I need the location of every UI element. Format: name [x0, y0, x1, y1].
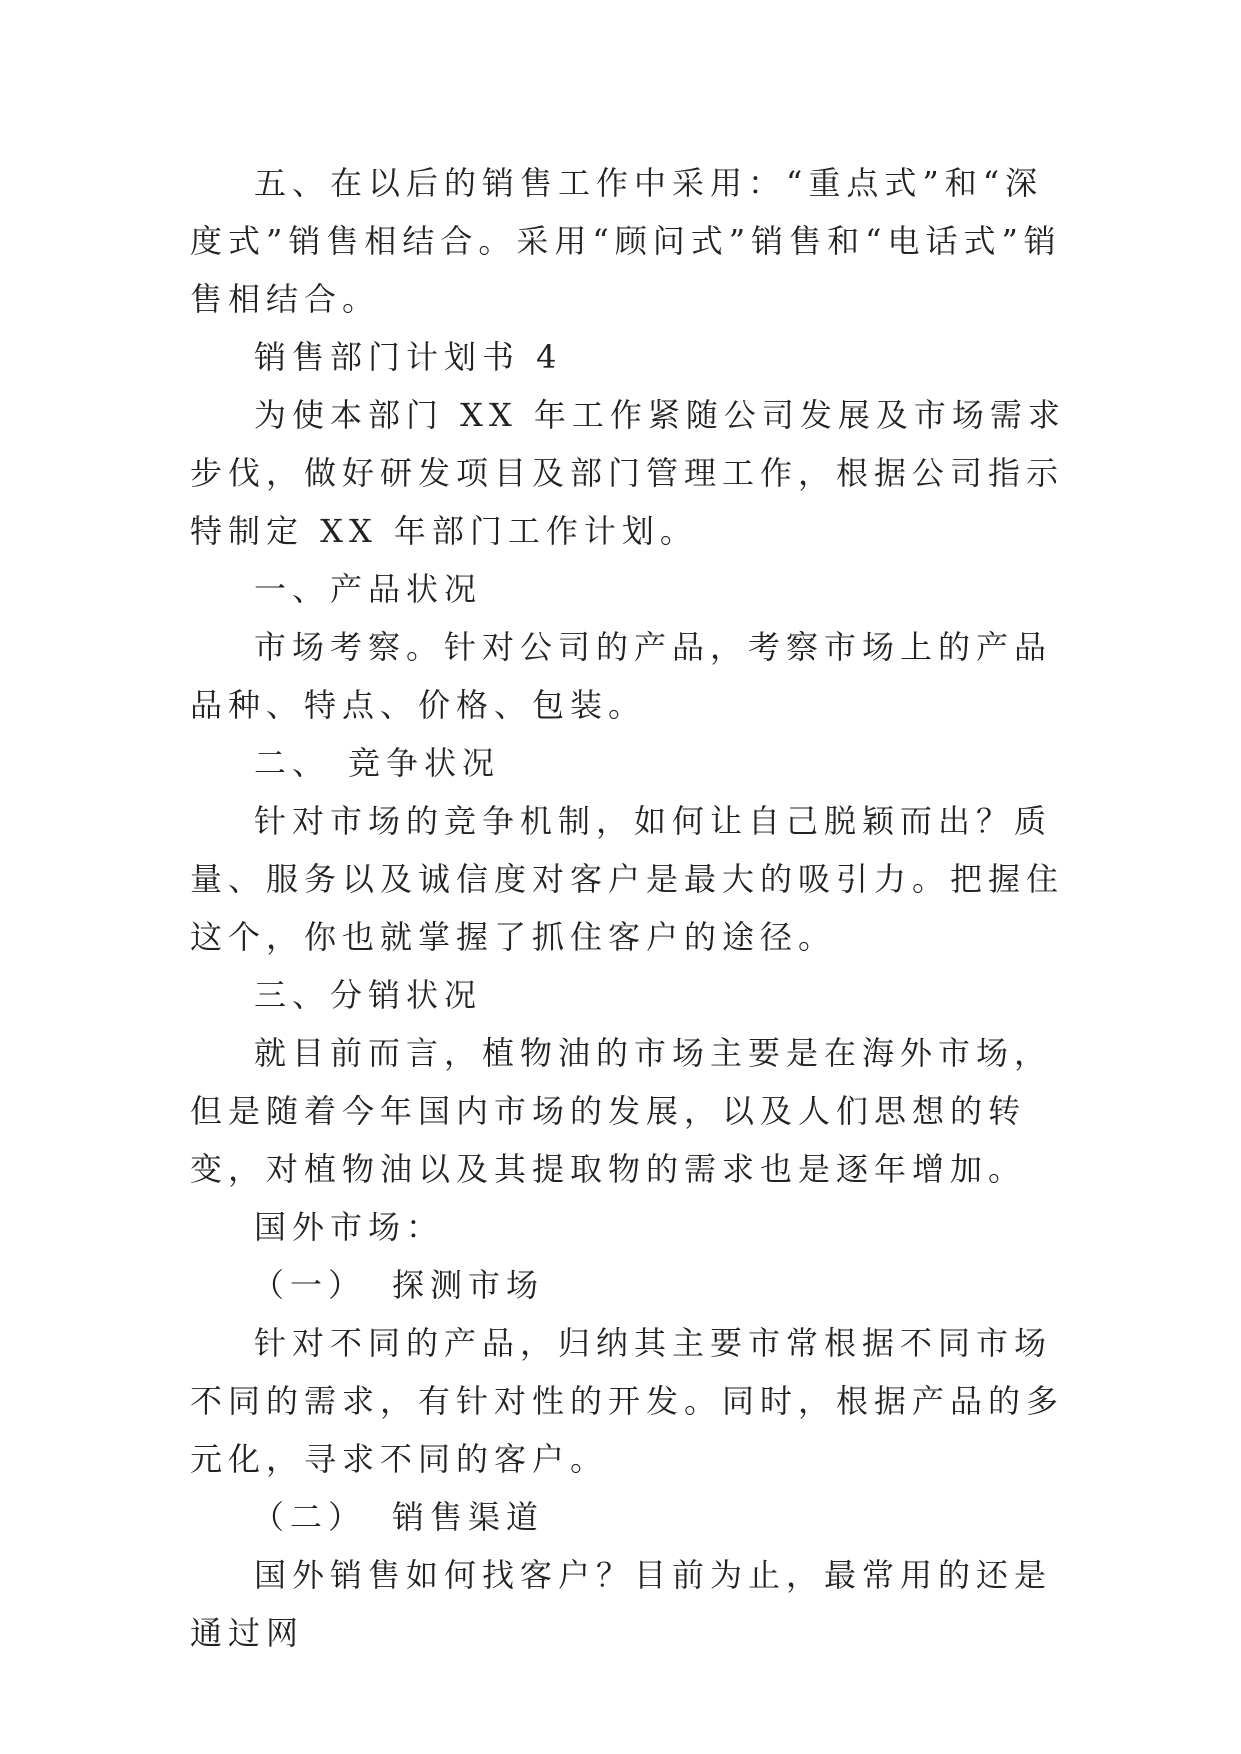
- paragraph-distribution: 就目前而言，植物油的市场主要是在海外市场，但是随着今年国内市场的发展，以及人们思想的转变，对植物油以及其提取物的需求也是逐年增加。: [190, 1034, 1053, 1188]
- heading-competition: [190, 734, 1070, 792]
- subheading-sales-channel: [190, 1488, 1070, 1546]
- document-body: [190, 154, 1070, 1662]
- heading-product-status: 一、产品状况: [254, 570, 483, 608]
- paragraph-market-survey: 市场考察。针对公司的产品，考察市场上的产品品种、特点、价格、包装。: [190, 628, 1053, 724]
- subheading-channel-number: （二）: [252, 1498, 367, 1536]
- subheading-channel-text: 销售渠道: [392, 1498, 545, 1536]
- section-title: 销售部门计划书 4: [254, 338, 563, 376]
- paragraph-sales-channel: 国外销售如何找客户？目前为止，最常用的还是通过网: [190, 1556, 1053, 1652]
- heading-foreign-market: 国外市场：: [254, 1208, 445, 1246]
- paragraph-explore-market: 针对不同的产品，归纳其主要市常根据不同市场不同的需求，有针对性的开发。同时，根据产品的多元化，寻求不同的客户。: [190, 1324, 1065, 1478]
- paragraph-competition: 针对市场的竞争机制，如何让自己脱颖而出？质量、服务以及诚信度对客户是最大的吸引力。把握住这个，你也就掌握了抓住客户的途径。: [190, 802, 1065, 956]
- heading-distribution: 三、分销状况: [254, 976, 483, 1014]
- paragraph-sales-method: 五、在以后的销售工作中采用：“重点式”和“深度式”销售相结合。采用“顾问式”销售和“电话式”销售相结合。: [190, 164, 1062, 318]
- heading-competition-text: 竞争状况: [348, 744, 501, 782]
- heading-competition-number: 二、: [254, 744, 331, 782]
- paragraph-intro: 为使本部门 XX 年工作紧随公司发展及市场需求步伐，做好研发项目及部门管理工作，根据公司指示特制定 XX 年部门工作计划。: [190, 396, 1066, 550]
- subheading-explore-number: （一）: [252, 1266, 367, 1304]
- subheading-explore-market: [190, 1256, 1070, 1314]
- subheading-explore-text: 探测市场: [392, 1266, 545, 1304]
